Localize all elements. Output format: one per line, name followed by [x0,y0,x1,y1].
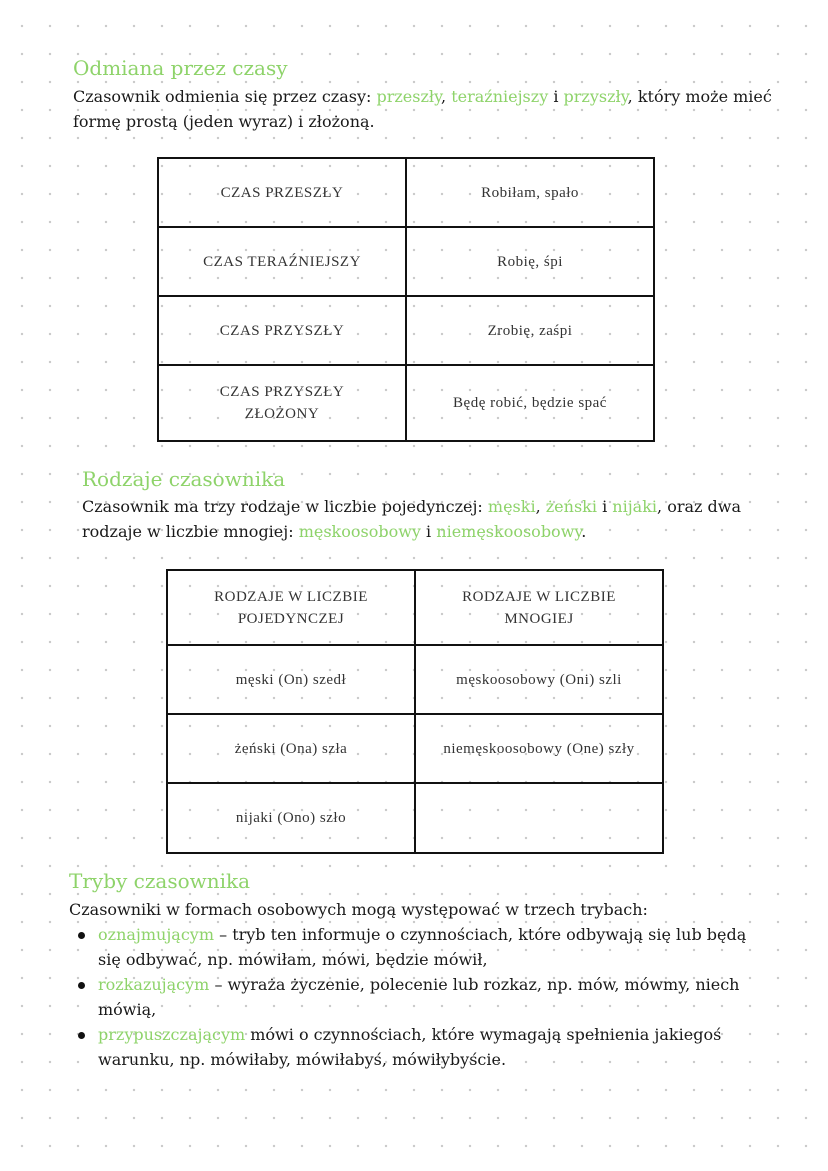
mood-term: oznajmującym [98,925,215,944]
highlight-neuter: nijaki [612,497,658,516]
highlight-feminine: żeński [545,497,597,516]
table-row [158,296,654,365]
table-header-cell: RODZAJE W LICZBIE MNOGIEJ [415,570,663,645]
table-cell: nijaki (Ono) szło [167,783,415,853]
text-span: . [581,522,587,541]
table-cell [415,783,663,853]
highlight-future: przyszły [563,87,628,106]
highlight-past: przeszły [376,87,442,106]
table-row [167,714,663,783]
table-row [167,783,663,853]
table-row [158,227,654,296]
table-cell: męski (On) szedł [167,645,415,714]
highlight-virile: męskoosobowy [298,522,421,541]
table-header-cell: RODZAJE W LICZBIE POJEDYNCZEJ [167,570,415,645]
genders-paragraph [82,494,802,544]
highlight-masculine: męski [487,497,536,516]
text-span: Czasownik ma trzy rodzaje w liczbie pojedynczej: [82,497,488,516]
mood-term: rozkazującym [98,975,210,994]
tenses-table [157,157,655,442]
highlight-nonvirile: niemęskoosobowy [436,522,582,541]
text-span: i [420,522,437,541]
text-span: i [596,497,613,516]
text-span: i [548,87,564,106]
table-cell: CZAS PRZYSZŁY ZŁOŻONY [158,365,406,441]
mood-description: – tryb ten informuje o czynnościach, które odbywają się lub będą się odbywać, np. mówiłam, mówi, będzie mówił, [98,925,747,969]
section-title-moods: Tryby czasownika [69,869,251,893]
mood-description: mówi o czynnościach, które wymagają spełnienia jakiegoś warunku, np. mówiłaby, mówiłabyś, mówiłybyście. [98,1025,722,1069]
table-cell: niemęskoosobowy (One) szły [415,714,663,783]
moods-intro: Czasowniki w formach osobowych mogą występować w trzech trybach: [69,900,648,919]
moods-list [69,922,769,1072]
table-row [158,158,654,227]
section-title-genders: Rodzaje czasownika [82,467,286,491]
list-item [69,922,769,972]
table-cell: CZAS PRZESZŁY [158,158,406,227]
table-row [167,645,663,714]
list-item [69,972,769,1022]
table-cell: CZAS TERAŹNIEJSZY [158,227,406,296]
list-item [69,1022,769,1072]
text-span: , [535,497,546,516]
section-title-tenses: Odmiana przez czasy [73,56,288,80]
tenses-paragraph [73,84,813,134]
table-cell: Robię, śpi [406,227,654,296]
genders-table [166,569,664,854]
table-cell: CZAS PRZYSZŁY [158,296,406,365]
mood-description: – wyraża życzenie, polecenie lub rozkaz, np. mów, mówmy, niech mówią, [98,975,740,1019]
table-cell: Zrobię, zaśpi [406,296,654,365]
table-row [158,365,654,441]
text-span: , oraz dwa rodzaje w liczbie mnogiej: [82,497,741,541]
text-span: , [441,87,452,106]
highlight-present: teraźniejszy [451,87,549,106]
table-cell: żeński (Ona) szła [167,714,415,783]
text-span: , który może mieć formę prostą (jeden wyraz) i złożoną. [73,87,772,131]
table-header-row [167,570,663,645]
table-cell: męskoosobowy (Oni) szli [415,645,663,714]
table-cell: Robiłam, spało [406,158,654,227]
mood-term: przypuszczającym [98,1025,246,1044]
table-cell: Będę robić, będzie spać [406,365,654,441]
text-span: Czasownik odmienia się przez czasy: [73,87,377,106]
